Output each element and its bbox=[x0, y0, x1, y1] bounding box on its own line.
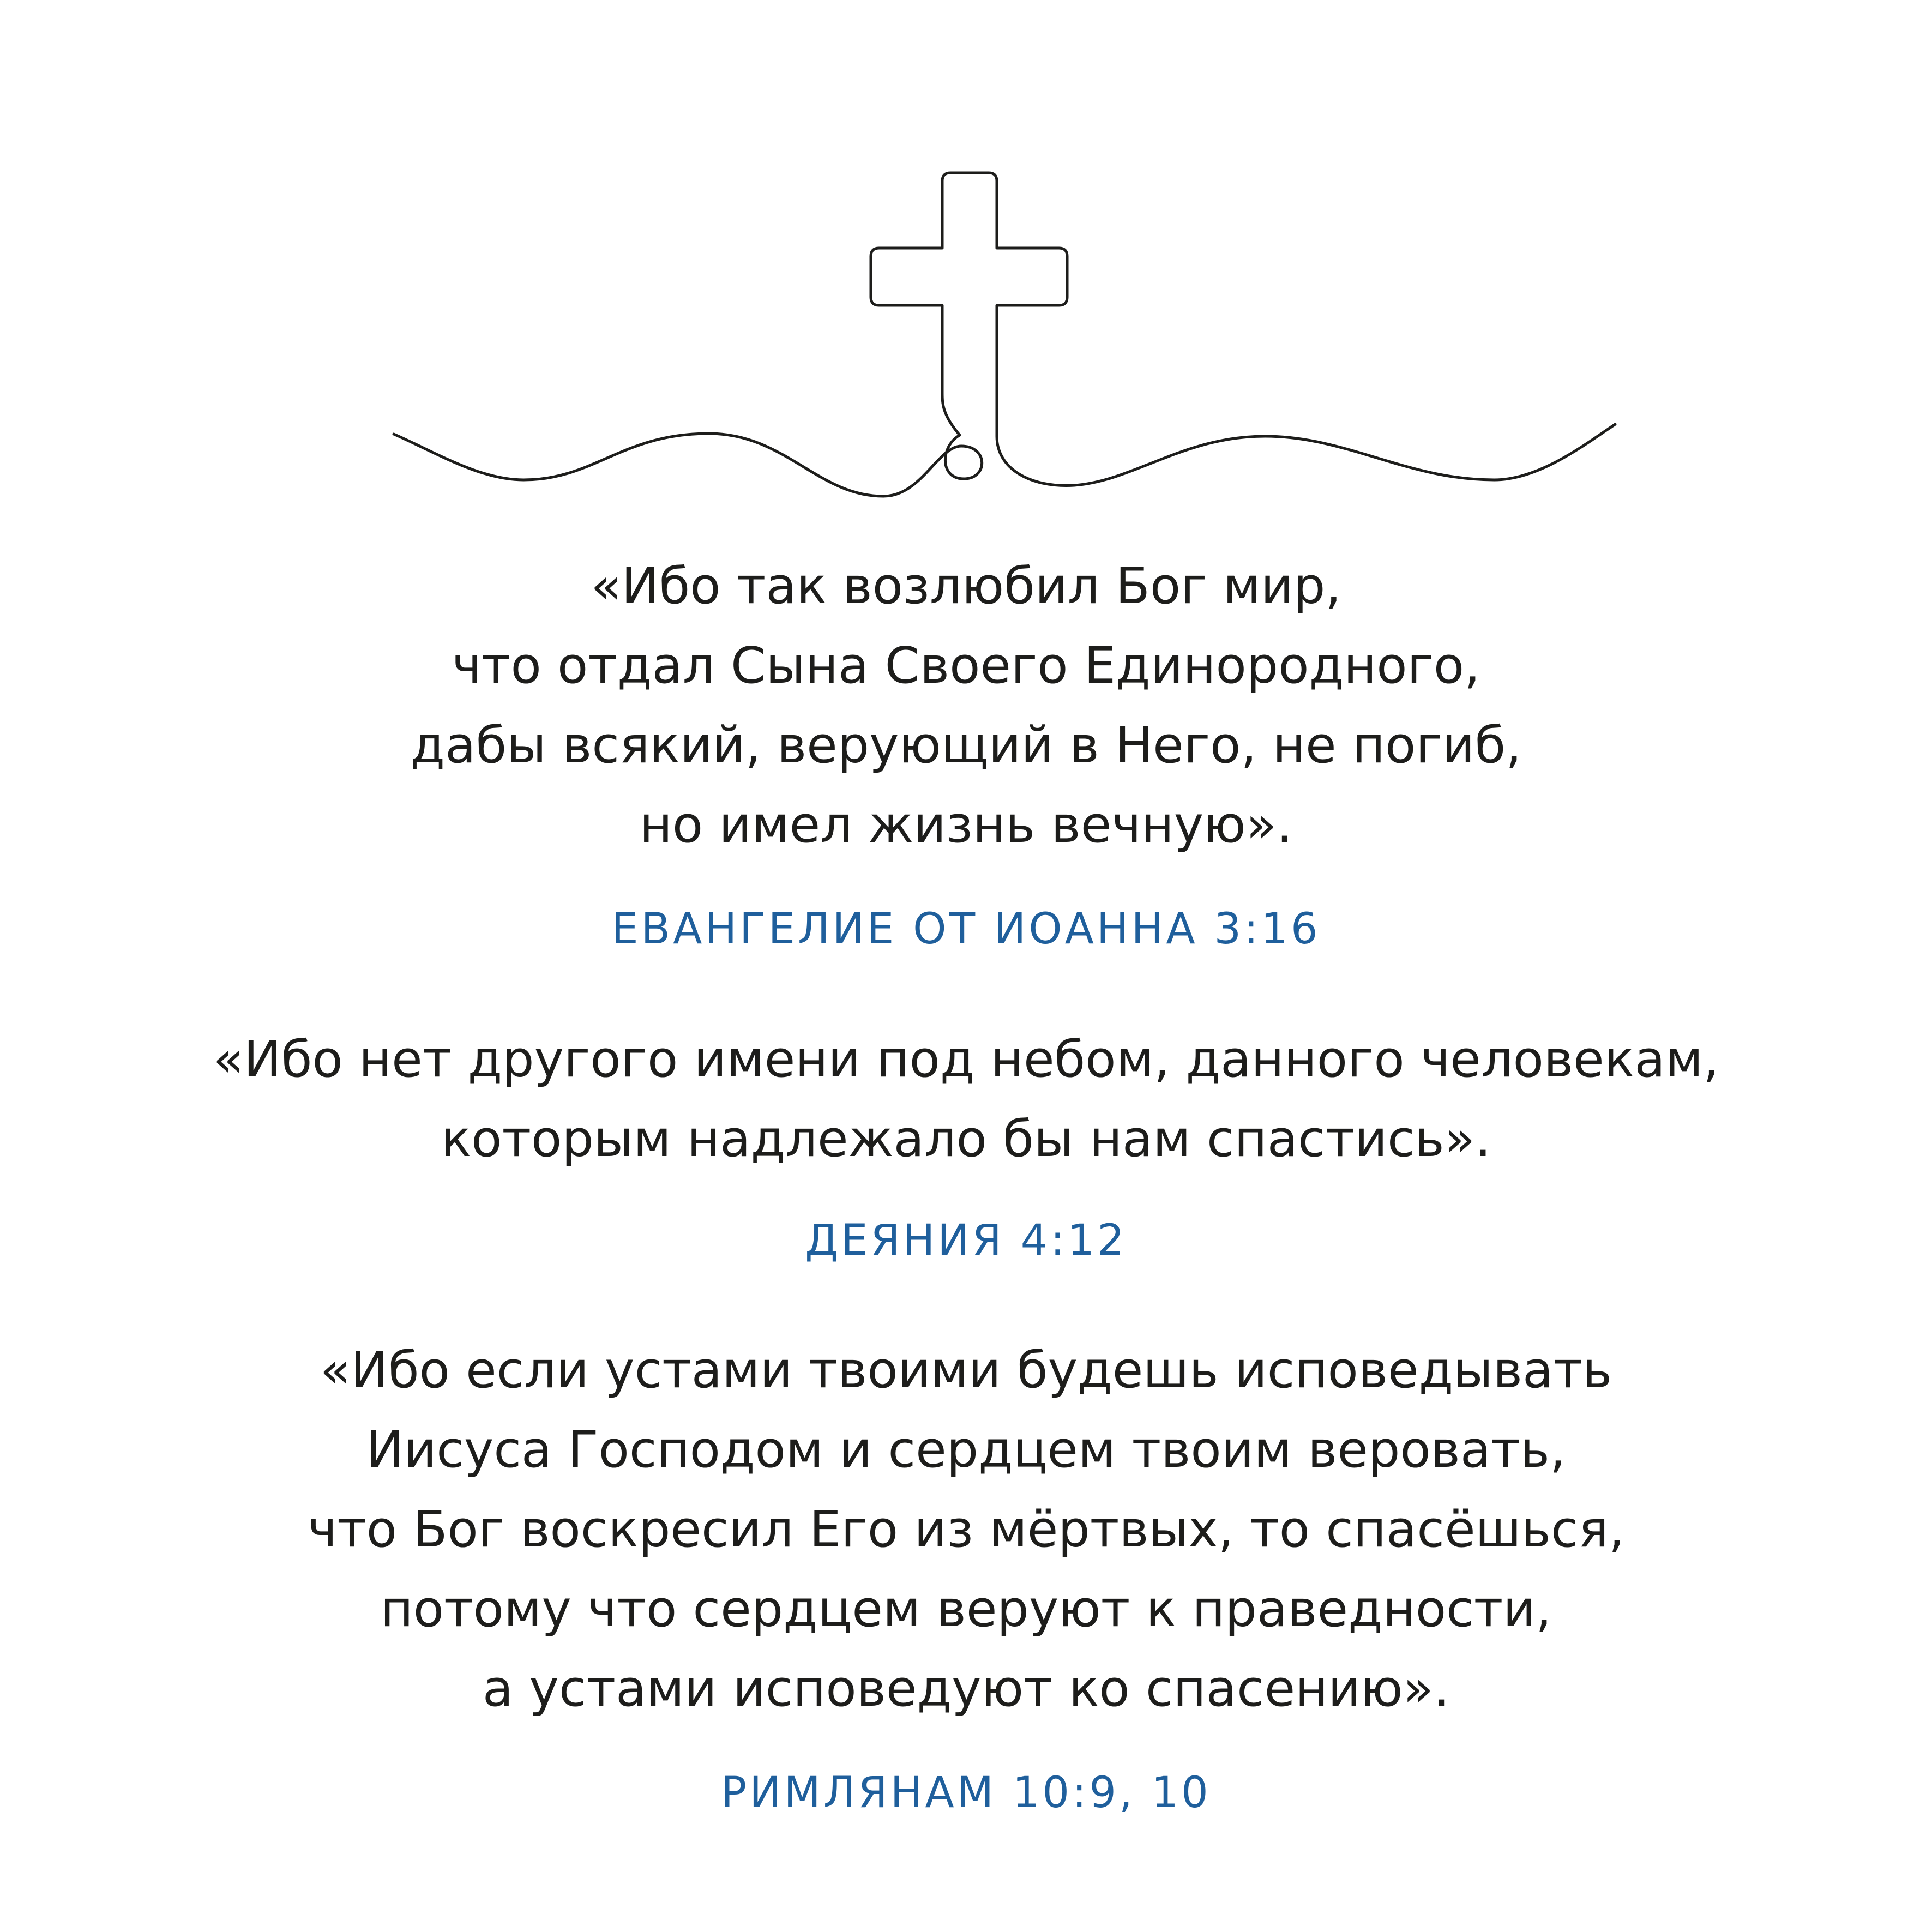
verse-reference-acts: ДЕЯНИЯ 4:12 bbox=[805, 1216, 1127, 1265]
verse-line: а устами исповедуют ко спасению». bbox=[482, 1659, 1450, 1718]
verse-line: дабы всякий, верующий в Него, не погиб, bbox=[410, 716, 1522, 774]
verse-line: Иисуса Господом и сердцем твоим веровать, bbox=[366, 1421, 1566, 1479]
verse-acts-4-12 bbox=[0, 1020, 1932, 1179]
line-drawing bbox=[394, 173, 1615, 496]
verse-romans-10-9-10 bbox=[0, 1331, 1932, 1729]
verse-line: но имел жизнь вечную». bbox=[639, 796, 1293, 854]
verse-reference-romans: РИМЛЯНАМ 10:9, 10 bbox=[721, 1768, 1211, 1817]
verse-line: «Ибо так возлюбил Бог мир, bbox=[591, 557, 1341, 615]
verse-line: которым надлежало бы нам спастись». bbox=[441, 1110, 1491, 1168]
verse-reference-john: ЕВАНГЕЛИЕ ОТ ИОАННА 3:16 bbox=[611, 905, 1321, 954]
verse-line: что Бог воскресил Его из мёртвых, то спасёшься, bbox=[307, 1500, 1625, 1558]
verse-line: «Ибо нет другого имени под небом, данного человекам, bbox=[213, 1030, 1719, 1088]
illustration bbox=[0, 0, 1932, 545]
verse-line: потому что сердцем веруют к праведности, bbox=[380, 1580, 1552, 1638]
verse-line: что отдал Сына Своего Единородного, bbox=[452, 636, 1480, 695]
verse-john-3-16 bbox=[0, 546, 1932, 865]
verse-line: «Ибо если устами твоими будешь исповедывать bbox=[320, 1341, 1612, 1399]
cross-on-waves-icon bbox=[0, 0, 1932, 545]
